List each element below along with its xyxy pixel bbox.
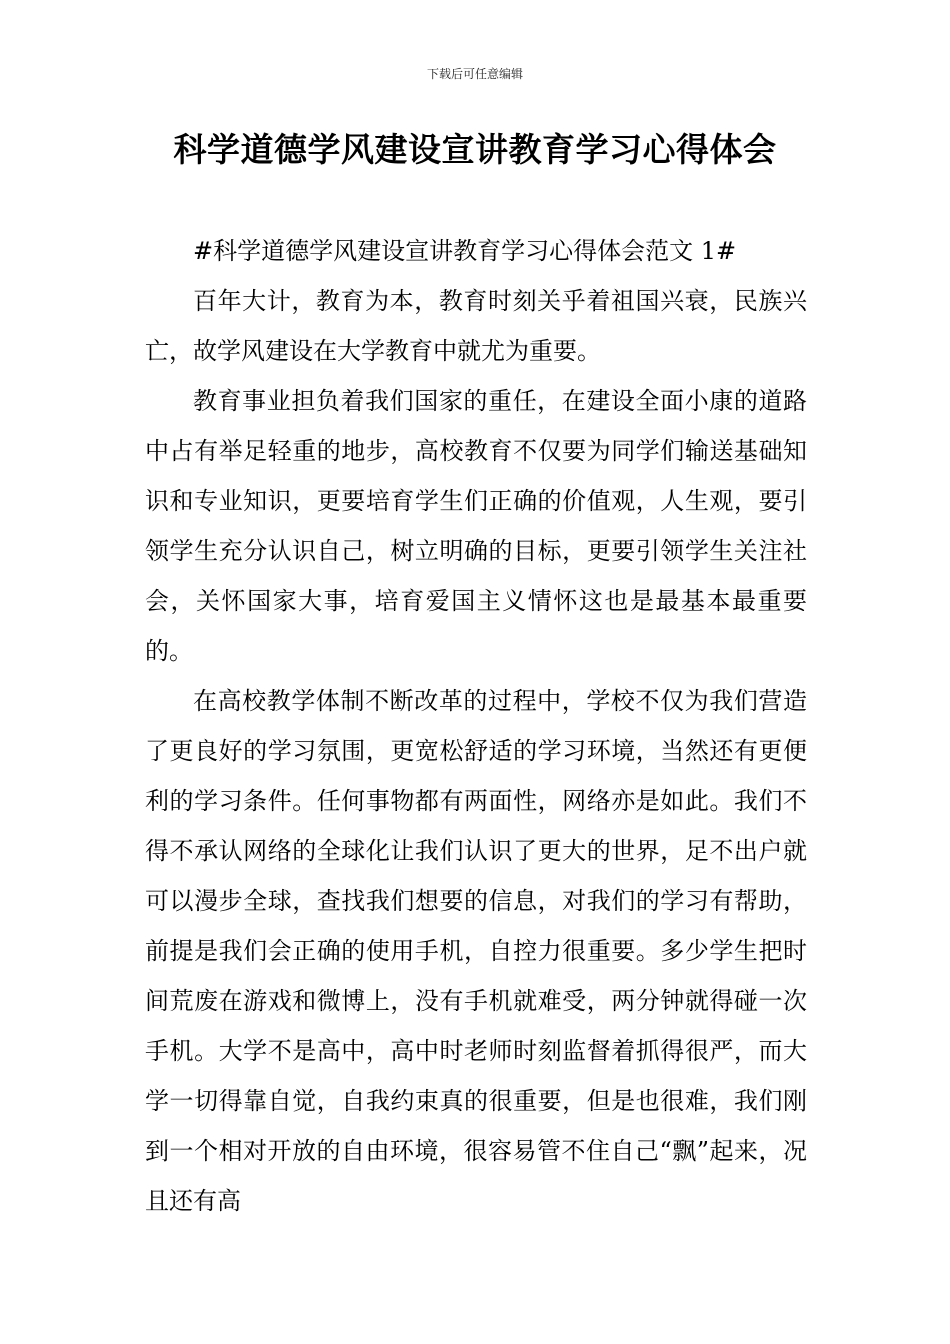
document-body [145,226,807,1226]
document-title: 科学道德学风建设宣讲教育学习心得体会 [173,130,777,169]
paragraph-1: 百年大计，教育为本，教育时刻关乎着祖国兴衰，民族兴亡，故学风建设在大学教育中就尤为重要。 [145,287,807,365]
paragraph-2: 教育事业担负着我们国家的重任，在建设全面小康的道路中占有举足轻重的地步，高校教育不仅要为同学们输送基础知识和专业知识，更要培育学生们正确的价值观，人生观，要引领学生充分认识自己，树立明确的目标，更要引领学生关注社会，关怀国家大事，培育爱国主义情怀这也是最基本最重要的。 [145,387,807,665]
paragraph-3: 在高校教学体制不断改革的过程中，学校不仅为我们营造了更良好的学习氛围，更宽松舒适的学习环境，当然还有更便利的学习条件。任何事物都有两面性，网络亦是如此。我们不得不承认网络的全球化让我们认识了更大的世界，足不出户就可以漫步全球，查找我们想要的信息，对我们的学习有帮助，前提是我们会正确的使用手机，自控力很重要。多少学生把时间荒废在游戏和微博上，没有手机就难受，两分钟就得碰一次手机。大学不是高中，高中时老师时刻监督着抓得很严，而大学一切得靠自觉，自我约束真的很重要，但是也很难，我们刚到一个相对开放的自由环境，很容易管不住自己“飘”起来，况且还有高 [145,687,807,1215]
header-note: 下载后可任意编辑 [426,67,523,81]
section-subtitle: #科学道德学风建设宣讲教育学习心得体会范文 1# [193,237,737,265]
